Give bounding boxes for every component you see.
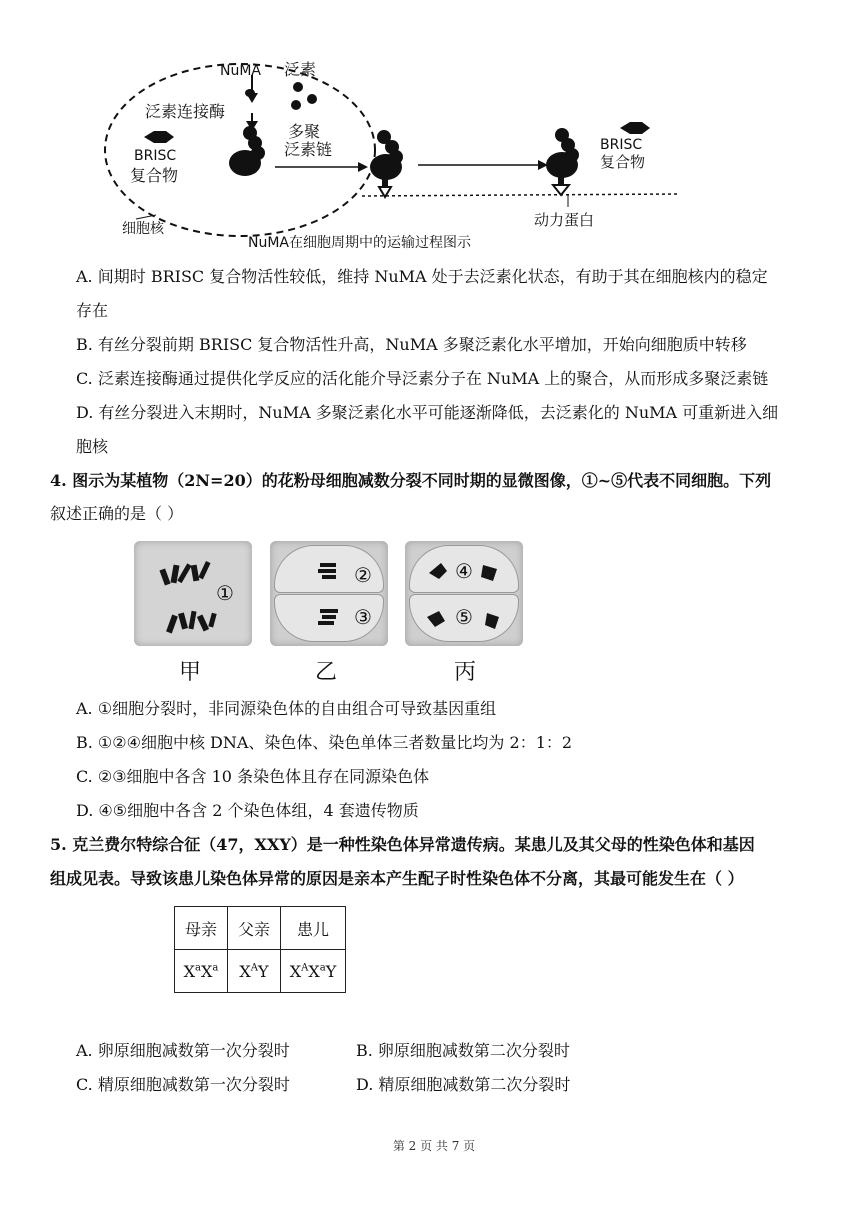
- q4-stem-cont: 叙述正确的是（ ）: [50, 504, 184, 523]
- label-brisc-complex-2: 复合物: [600, 153, 646, 171]
- label-brisc-1: BRISC: [134, 148, 177, 164]
- q5-option-d: D. 精原细胞减数第二次分裂时: [356, 1075, 571, 1094]
- membrane-line: [362, 194, 678, 196]
- label-nucleus: 细胞核: [122, 221, 164, 237]
- q5-stem-cont: 组成见表。导致该患儿染色体异常的原因是亲本产生配子时性染色体不分离，其最可能发生在（ ）: [50, 869, 744, 888]
- q5-option-c: C. 精原细胞减数第一次分裂时: [76, 1075, 290, 1094]
- genotype-mother: $X^aX^a$: [175, 950, 228, 993]
- micrograph-bing: [405, 541, 523, 646]
- chromosomes-yi: [270, 541, 388, 646]
- chromosomes-bing: [405, 541, 523, 646]
- micrograph-jia: [134, 541, 252, 646]
- label-polyub: 多聚: [288, 122, 321, 141]
- table-header-row: [175, 907, 346, 950]
- header-father: 父亲: [228, 907, 281, 950]
- header-mother: 母亲: [175, 907, 228, 950]
- caption-bing: 丙: [453, 660, 476, 685]
- q4-option-c: C. ②③细胞中各含 10 条染色体且存在同源染色体: [76, 767, 430, 786]
- numa-complex-inside: [229, 126, 265, 176]
- q3-option-d: D. 有丝分裂进入末期时，NuMA 多聚泛素化水平可能逐渐降低，去泛素化的 NuMA 可重新进入细: [76, 403, 779, 422]
- caption-yi: 乙: [314, 660, 337, 685]
- micrograph-yi: [270, 541, 388, 646]
- q3-option-a: A. 间期时 BRISC 复合物活性较低，维持 NuMA 处于去泛素化状态，有助于其在细胞核内的稳定: [76, 267, 768, 286]
- q5-stem: 5. 克兰费尔特综合征（47，XXY）是一种性染色体异常遗传病。某患儿及其父母的性染色体和基因: [50, 835, 755, 854]
- page-footer: 第 2 页 共 7 页: [392, 1139, 476, 1153]
- numa-complex-on-dynein: [370, 130, 403, 197]
- numa-transport-figure: [100, 55, 700, 255]
- brisc-hexagon-2: [620, 122, 650, 134]
- label-ubiquitin: 泛素: [284, 60, 317, 79]
- cell-label-4: ④: [455, 559, 473, 583]
- q4-option-a: A. ①细胞分裂时，非同源染色体的自由组合可导致基因重组: [76, 699, 497, 718]
- label-ligase: 泛素连接酶: [145, 102, 226, 121]
- caption-jia: 甲: [178, 660, 201, 685]
- q4-stem: 4. 图示为某植物（2N=20）的花粉母细胞减数分裂不同时期的显微图像，①~⑤代表不同细胞。下列: [50, 471, 772, 490]
- figure-caption: NuMA在细胞周期中的运输过程图示: [248, 235, 472, 251]
- q3-option-b: B. 有丝分裂前期 BRISC 复合物活性升高，NuMA 多聚泛素化水平增加，开始向细胞质中转移: [76, 335, 747, 354]
- cell-label-2: ②: [354, 563, 372, 587]
- table-row: [175, 950, 346, 993]
- label-polyub-chain: 泛素链: [284, 140, 333, 159]
- genotype-father: $X^AY$: [228, 950, 281, 993]
- genotype-table: [174, 906, 346, 993]
- cell-label-5: ⑤: [455, 605, 473, 629]
- brisc-hexagon-1: [144, 131, 174, 143]
- label-motor-protein: 动力蛋白: [534, 211, 595, 229]
- q3-option-d-cont: 胞核: [76, 437, 109, 456]
- label-brisc-complex-1: 复合物: [130, 166, 179, 185]
- label-brisc-2: BRISC: [600, 137, 643, 153]
- cell-label-3: ③: [354, 605, 372, 629]
- q3-option-a-cont: 存在: [76, 301, 109, 320]
- q5-option-a: A. 卵原细胞减数第一次分裂时: [76, 1041, 290, 1060]
- q5-option-b: B. 卵原细胞减数第二次分裂时: [356, 1041, 570, 1060]
- numa-complex-released: [546, 128, 579, 195]
- q4-option-d: D. ④⑤细胞中各含 2 个染色体组，4 套遗传物质: [76, 801, 419, 820]
- q4-option-b: B. ①②④细胞中核 DNA、染色体、染色单体三者数量比均为 2：1：2: [76, 733, 573, 752]
- cell-label-1: ①: [216, 581, 234, 605]
- q3-option-c: C. 泛素连接酶通过提供化学反应的活化能介导泛素分子在 NuMA 上的聚合，从而形成多聚泛素链: [76, 369, 769, 388]
- chromosomes-jia: [134, 541, 252, 646]
- label-numa: NuMA: [220, 63, 262, 79]
- genotype-child: $X^AX^aY$: [281, 950, 346, 993]
- header-child: 患儿: [281, 907, 346, 950]
